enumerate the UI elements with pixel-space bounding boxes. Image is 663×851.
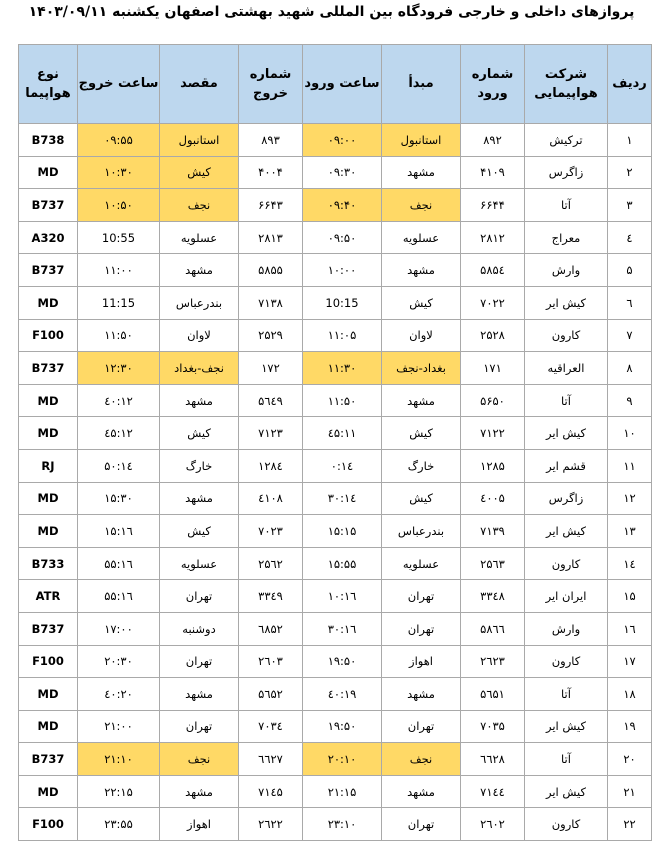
- cell-aircraft: MD: [19, 417, 78, 450]
- cell-departure-flight: ۵۸۵۵: [239, 254, 303, 287]
- table-row: [19, 124, 652, 157]
- table-row: [19, 352, 652, 385]
- cell-row-number: ۵: [608, 254, 652, 287]
- cell-arrival-flight: ٤۰۰۵: [461, 482, 525, 515]
- cell-aircraft: B737: [19, 352, 78, 385]
- cell-destination: مشهد: [160, 678, 239, 711]
- cell-arrival-flight: ۲۵٦۳: [461, 547, 525, 580]
- cell-arrival-time: ۱٦:۳۰: [303, 612, 382, 645]
- cell-departure-flight: ۱۷۲: [239, 352, 303, 385]
- cell-arrival-time: ۱۱:٤۵: [303, 417, 382, 450]
- cell-row-number: ۱۷: [608, 645, 652, 678]
- table-row: [19, 482, 652, 515]
- cell-arrival-time: ۱۹:۵۰: [303, 645, 382, 678]
- cell-departure-time: ۲۳:۵۵: [78, 808, 160, 841]
- cell-aircraft: RJ: [19, 449, 78, 482]
- cell-airline: کیش ایر: [525, 710, 608, 743]
- cell-arrival-time: ۱۵:۱۵: [303, 515, 382, 548]
- header-departure-time: ساعت خروج: [78, 45, 160, 124]
- cell-origin: بغداد-نجف: [382, 352, 461, 385]
- cell-aircraft: MD: [19, 482, 78, 515]
- cell-destination: نجف: [160, 743, 239, 776]
- cell-row-number: ۱٦: [608, 612, 652, 645]
- cell-arrival-time: ۲۰:۱۰: [303, 743, 382, 776]
- cell-departure-flight: ٦۸۵۲: [239, 612, 303, 645]
- cell-arrival-time: ۱۱:۰۵: [303, 319, 382, 352]
- header-destination: مقصد: [160, 45, 239, 124]
- cell-destination: مشهد: [160, 384, 239, 417]
- cell-airline: زاگرس: [525, 482, 608, 515]
- cell-arrival-flight: ۷۱۳۹: [461, 515, 525, 548]
- cell-arrival-flight: ۲٦۲۳: [461, 645, 525, 678]
- cell-airline: کیش ایر: [525, 515, 608, 548]
- cell-departure-flight: ۸۹۳: [239, 124, 303, 157]
- cell-arrival-flight: ٦٦۲۸: [461, 743, 525, 776]
- table-row: [19, 612, 652, 645]
- cell-aircraft: B737: [19, 189, 78, 222]
- cell-departure-flight: ۶۶۴۳: [239, 189, 303, 222]
- cell-departure-flight: ۵٦۵۲: [239, 678, 303, 711]
- cell-departure-time: ۱۲:٤۵: [78, 417, 160, 450]
- table-row: [19, 221, 652, 254]
- cell-arrival-time: 10:15: [303, 286, 382, 319]
- cell-departure-flight: ۴۰۰۴: [239, 156, 303, 189]
- cell-departure-flight: ۱۲۸٤: [239, 449, 303, 482]
- cell-arrival-flight: ۲۵۲۸: [461, 319, 525, 352]
- table-header-row: [19, 45, 652, 124]
- cell-origin: بندرعباس: [382, 515, 461, 548]
- cell-departure-time: ۱۰:۳۰: [78, 156, 160, 189]
- cell-row-number: ۱۹: [608, 710, 652, 743]
- header-departure-flight: شماره خروج: [239, 45, 303, 124]
- cell-row-number: ۲۱: [608, 775, 652, 808]
- cell-aircraft: F100: [19, 645, 78, 678]
- cell-departure-flight: ۲٦۰۳: [239, 645, 303, 678]
- cell-aircraft: MD: [19, 515, 78, 548]
- cell-airline: زاگرس: [525, 156, 608, 189]
- cell-origin: مشهد: [382, 678, 461, 711]
- cell-arrival-flight: ۵۶۵۰: [461, 384, 525, 417]
- cell-aircraft: B737: [19, 254, 78, 287]
- cell-arrival-time: ۱٤:۰: [303, 449, 382, 482]
- cell-airline: ایران ایر: [525, 580, 608, 613]
- cell-origin: اهواز: [382, 645, 461, 678]
- cell-airline: کارون: [525, 319, 608, 352]
- cell-departure-flight: ۷۰۳٤: [239, 710, 303, 743]
- cell-airline: وارش: [525, 612, 608, 645]
- cell-airline: کارون: [525, 808, 608, 841]
- header-arrival-flight: شماره ورود: [461, 45, 525, 124]
- table-row: [19, 580, 652, 613]
- cell-aircraft: MD: [19, 384, 78, 417]
- cell-arrival-flight: ۵٦۵۱: [461, 678, 525, 711]
- cell-row-number: ۷: [608, 319, 652, 352]
- cell-destination: دوشنبه: [160, 612, 239, 645]
- table-row: [19, 417, 652, 450]
- cell-row-number: ۱۸: [608, 678, 652, 711]
- table-row: [19, 449, 652, 482]
- cell-airline: کارون: [525, 645, 608, 678]
- header-aircraft: نوع هواپیما: [19, 45, 78, 124]
- cell-departure-time: ۱٦:۱۵: [78, 515, 160, 548]
- cell-arrival-time: ۱۱:۳۰: [303, 352, 382, 385]
- cell-row-number: ۱۰: [608, 417, 652, 450]
- cell-airline: آتا: [525, 384, 608, 417]
- cell-arrival-flight: ۷۱۲۲: [461, 417, 525, 450]
- table-row: [19, 645, 652, 678]
- cell-destination: مشهد: [160, 254, 239, 287]
- cell-departure-time: ۱۷:۰۰: [78, 612, 160, 645]
- cell-arrival-flight: ۷۰۲۲: [461, 286, 525, 319]
- cell-aircraft: F100: [19, 808, 78, 841]
- table-row: [19, 710, 652, 743]
- cell-origin: تهران: [382, 612, 461, 645]
- cell-row-number: ۱۱: [608, 449, 652, 482]
- cell-aircraft: MD: [19, 710, 78, 743]
- table-row: [19, 254, 652, 287]
- cell-origin: نجف: [382, 743, 461, 776]
- cell-destination: عسلویه: [160, 221, 239, 254]
- cell-departure-flight: ۲۸۱۳: [239, 221, 303, 254]
- cell-destination: کیش: [160, 515, 239, 548]
- cell-departure-time: ۲۱:۰۰: [78, 710, 160, 743]
- cell-aircraft: MD: [19, 286, 78, 319]
- cell-origin: مشهد: [382, 775, 461, 808]
- cell-airline: ترکیش: [525, 124, 608, 157]
- cell-origin: لاوان: [382, 319, 461, 352]
- page-title: پروازهای داخلی و خارجی فرودگاه بین المللی شهید بهشتی اصفهان یکشنبه ۱۴۰۳/۰۹/۱۱: [28, 4, 635, 20]
- cell-aircraft: B733: [19, 547, 78, 580]
- cell-destination: بندرعباس: [160, 286, 239, 319]
- cell-aircraft: B737: [19, 612, 78, 645]
- cell-destination: لاوان: [160, 319, 239, 352]
- cell-row-number: ٤: [608, 221, 652, 254]
- cell-arrival-flight: ۷۱٤٤: [461, 775, 525, 808]
- cell-origin: کیش: [382, 482, 461, 515]
- cell-destination: نجف: [160, 189, 239, 222]
- cell-departure-flight: ۲۵٦۲: [239, 547, 303, 580]
- cell-departure-flight: ۷۰۲۳: [239, 515, 303, 548]
- cell-arrival-time: ۲۱:۱۵: [303, 775, 382, 808]
- cell-origin: استانبول: [382, 124, 461, 157]
- cell-departure-time: ۱٤:۵۰: [78, 449, 160, 482]
- cell-destination: تهران: [160, 645, 239, 678]
- cell-destination: تهران: [160, 710, 239, 743]
- cell-aircraft: F100: [19, 319, 78, 352]
- cell-departure-time: 10:55: [78, 221, 160, 254]
- cell-arrival-flight: ۵۸٦٦: [461, 612, 525, 645]
- cell-origin: کیش: [382, 286, 461, 319]
- cell-destination: کیش: [160, 417, 239, 450]
- cell-row-number: ۲: [608, 156, 652, 189]
- cell-departure-flight: ۷۱٤۵: [239, 775, 303, 808]
- cell-aircraft: MD: [19, 775, 78, 808]
- cell-airline: العراقیه: [525, 352, 608, 385]
- cell-airline: کیش ایر: [525, 286, 608, 319]
- cell-arrival-flight: ۳۳٤۸: [461, 580, 525, 613]
- cell-arrival-time: ۱۰:۰۰: [303, 254, 382, 287]
- cell-arrival-flight: ۱۷۱: [461, 352, 525, 385]
- cell-departure-time: ۱۱:۰۰: [78, 254, 160, 287]
- cell-departure-flight: ٦٦۲۷: [239, 743, 303, 776]
- header-origin: مبدأ: [382, 45, 461, 124]
- table-row: [19, 286, 652, 319]
- cell-origin: عسلویه: [382, 547, 461, 580]
- cell-departure-time: ۲۰:٤۰: [78, 678, 160, 711]
- cell-departure-time: ۲۰:۳۰: [78, 645, 160, 678]
- cell-origin: تهران: [382, 710, 461, 743]
- cell-airline: آتا: [525, 743, 608, 776]
- cell-aircraft: B737: [19, 743, 78, 776]
- cell-destination: کیش: [160, 156, 239, 189]
- cell-arrival-time: ۱٦:۱۰: [303, 580, 382, 613]
- cell-airline: آتا: [525, 678, 608, 711]
- cell-destination: اهواز: [160, 808, 239, 841]
- cell-arrival-flight: ۱۲۸۵: [461, 449, 525, 482]
- cell-aircraft: ATR: [19, 580, 78, 613]
- cell-row-number: ۱٤: [608, 547, 652, 580]
- cell-arrival-time: ۱۵:۵۵: [303, 547, 382, 580]
- cell-origin: کیش: [382, 417, 461, 450]
- cell-arrival-flight: ۶۶۴۴: [461, 189, 525, 222]
- cell-departure-time: ۲۲:۱۵: [78, 775, 160, 808]
- cell-arrival-time: ۲۳:۱۰: [303, 808, 382, 841]
- header-row-number: ردیف: [608, 45, 652, 124]
- table-row: [19, 743, 652, 776]
- cell-departure-time: ۱۵:۳۰: [78, 482, 160, 515]
- cell-origin: تهران: [382, 808, 461, 841]
- table-row: [19, 319, 652, 352]
- table-row: [19, 775, 652, 808]
- cell-origin: مشهد: [382, 384, 461, 417]
- cell-departure-flight: ۲٦۲۲: [239, 808, 303, 841]
- cell-row-number: ۳: [608, 189, 652, 222]
- flights-table-body: [19, 124, 652, 841]
- cell-row-number: ۱۳: [608, 515, 652, 548]
- cell-arrival-time: ۱٤:۳۰: [303, 482, 382, 515]
- cell-departure-flight: ۵٦٤۹: [239, 384, 303, 417]
- cell-arrival-time: ۰۹:۴۰: [303, 189, 382, 222]
- cell-row-number: ۸: [608, 352, 652, 385]
- cell-arrival-flight: ۷۰۳۵: [461, 710, 525, 743]
- cell-departure-time: ۲۱:۱۰: [78, 743, 160, 776]
- header-arrival-time: ساعت ورود: [303, 45, 382, 124]
- cell-row-number: ۹: [608, 384, 652, 417]
- cell-airline: وارش: [525, 254, 608, 287]
- cell-row-number: ۲۲: [608, 808, 652, 841]
- cell-airline: آتا: [525, 189, 608, 222]
- header-airline: شرکت هواپیمایی: [525, 45, 608, 124]
- cell-departure-time: ۱۲:۳۰: [78, 352, 160, 385]
- cell-departure-time: ۱٦:۵۵: [78, 580, 160, 613]
- cell-departure-flight: ٤۱۰۸: [239, 482, 303, 515]
- table-row: [19, 678, 652, 711]
- cell-arrival-flight: ۸۹۲: [461, 124, 525, 157]
- cell-airline: کارون: [525, 547, 608, 580]
- cell-arrival-flight: ۵۸۵٤: [461, 254, 525, 287]
- cell-row-number: ۲۰: [608, 743, 652, 776]
- table-row: [19, 384, 652, 417]
- cell-destination: مشهد: [160, 482, 239, 515]
- cell-destination: استانبول: [160, 124, 239, 157]
- cell-origin: مشهد: [382, 254, 461, 287]
- table-row: [19, 156, 652, 189]
- cell-origin: مشهد: [382, 156, 461, 189]
- cell-airline: کیش ایر: [525, 775, 608, 808]
- cell-destination: مشهد: [160, 775, 239, 808]
- cell-departure-time: ۱۰:۵۰: [78, 189, 160, 222]
- table-row: [19, 515, 652, 548]
- cell-origin: نجف: [382, 189, 461, 222]
- cell-airline: معراج: [525, 221, 608, 254]
- cell-aircraft: B738: [19, 124, 78, 157]
- cell-arrival-time: ۰۹:۵۰: [303, 221, 382, 254]
- cell-departure-flight: ۷۱۲۳: [239, 417, 303, 450]
- cell-arrival-time: ۱۱:۵۰: [303, 384, 382, 417]
- cell-origin: خارگ: [382, 449, 461, 482]
- cell-departure-time: ۰۹:۵۵: [78, 124, 160, 157]
- cell-arrival-time: ۰۹:۳۰: [303, 156, 382, 189]
- cell-row-number: ۱: [608, 124, 652, 157]
- cell-origin: عسلویه: [382, 221, 461, 254]
- cell-destination: عسلویه: [160, 547, 239, 580]
- cell-arrival-time: ۱۹:۵۰: [303, 710, 382, 743]
- cell-departure-time: ۱۲:٤۰: [78, 384, 160, 417]
- cell-destination: نجف-بغداد: [160, 352, 239, 385]
- table-row: [19, 189, 652, 222]
- cell-arrival-time: ۰۹:۰۰: [303, 124, 382, 157]
- cell-row-number: ۱۵: [608, 580, 652, 613]
- table-row: [19, 547, 652, 580]
- cell-destination: تهران: [160, 580, 239, 613]
- cell-airline: قشم ایر: [525, 449, 608, 482]
- cell-row-number: ۱۲: [608, 482, 652, 515]
- cell-arrival-flight: ۴۱۰۹: [461, 156, 525, 189]
- cell-airline: کیش ایر: [525, 417, 608, 450]
- cell-arrival-time: ۱۹:٤۰: [303, 678, 382, 711]
- cell-departure-flight: ۷۱۳۸: [239, 286, 303, 319]
- cell-departure-flight: ۳۳٤۹: [239, 580, 303, 613]
- cell-aircraft: MD: [19, 156, 78, 189]
- cell-departure-time: ۱٦:۵۵: [78, 547, 160, 580]
- cell-origin: تهران: [382, 580, 461, 613]
- flights-table: [18, 44, 652, 841]
- table-row: [19, 808, 652, 841]
- cell-arrival-flight: ۲۸۱۲: [461, 221, 525, 254]
- cell-destination: خارگ: [160, 449, 239, 482]
- cell-aircraft: A320: [19, 221, 78, 254]
- cell-aircraft: MD: [19, 678, 78, 711]
- cell-row-number: ٦: [608, 286, 652, 319]
- cell-departure-time: ۱۱:۵۰: [78, 319, 160, 352]
- cell-departure-flight: ۲۵۲۹: [239, 319, 303, 352]
- cell-arrival-flight: ۲٦۰۲: [461, 808, 525, 841]
- cell-departure-time: 11:15: [78, 286, 160, 319]
